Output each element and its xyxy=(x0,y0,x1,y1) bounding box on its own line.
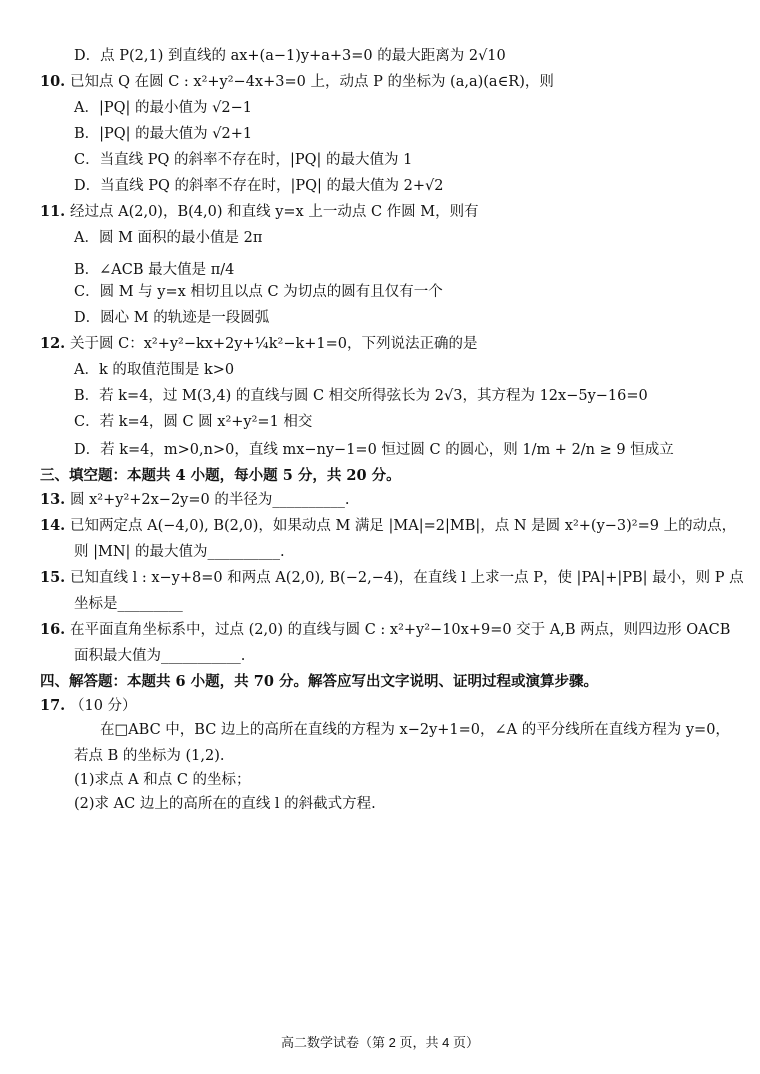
text-line xyxy=(74,440,674,460)
text-line xyxy=(74,594,183,614)
line-text: D．当直线 PQ 的斜率不存在时，|PQ| 的最大值为 2+√2 xyxy=(74,178,444,194)
section-heading xyxy=(40,672,598,692)
line-text: C．圆 M 与 y=x 相切且以点 C 为切点的圆有且仅有一个 xyxy=(74,284,443,300)
question-line xyxy=(40,490,349,510)
line-text: A．k 的取值范围是 k>0 xyxy=(74,362,235,378)
text-line xyxy=(74,360,234,380)
question-line xyxy=(40,568,744,588)
line-text: 在平面直角坐标系中，过点 (2,0) 的直线与圆 C : x²+y²−10x+9=0 交于 A,B 两点，则四边形 OACB xyxy=(70,622,731,638)
line-text: C．若 k=4，圆 C 圆 x²+y²=1 相交 xyxy=(74,414,313,430)
page-footer: 高二数学试卷（第 2 页，共 4 页） xyxy=(281,1035,479,1050)
question-number: 15. xyxy=(40,569,66,586)
line-text: D．圆心 M 的轨迹是一段圆弧 xyxy=(74,310,270,326)
question-number: 11. xyxy=(40,203,66,220)
line-text: 若点 B 的坐标为 (1,2). xyxy=(74,748,225,764)
text-line xyxy=(74,176,443,196)
question-number: 13. xyxy=(40,491,66,508)
text-line xyxy=(74,412,312,432)
text-line xyxy=(74,46,506,66)
line-text: C．当直线 PQ 的斜率不存在时，|PQ| 的最大值为 1 xyxy=(74,152,413,168)
text-line xyxy=(100,720,730,740)
text-line xyxy=(74,770,251,790)
line-text: D．点 P(2,1) 到直线的 ax+(a−1)y+a+3=0 的最大距离为 2√10 xyxy=(74,48,506,64)
line-text: A．|PQ| 的最小值为 √2−1 xyxy=(74,100,252,116)
text-line xyxy=(74,124,252,144)
text-line xyxy=(74,386,648,406)
line-text: B．∠ACB 最大值是 π/4 xyxy=(74,262,235,278)
text-line xyxy=(74,308,269,328)
question-line xyxy=(40,202,479,222)
question-number: 12. xyxy=(40,335,66,352)
line-text: 面积最大值为___________. xyxy=(74,648,246,664)
text-line xyxy=(74,282,443,302)
line-text: 三、填空题：本题共 4 小题，每小题 5 分，共 20 分。 xyxy=(40,467,401,484)
text-line xyxy=(74,260,234,280)
question-line xyxy=(40,72,554,92)
line-text: 经过点 A(2,0)，B(4,0) 和直线 y=x 上一动点 C 作圆 M，则有 xyxy=(70,204,479,220)
line-text: 已知点 Q 在圆 C : x²+y²−4x+3=0 上，动点 P 的坐标为 (a,a)(a∈R)，则 xyxy=(70,74,554,90)
question-number: 14. xyxy=(40,517,66,534)
text-line xyxy=(74,98,252,118)
question-line xyxy=(40,620,730,640)
text-line xyxy=(74,746,224,766)
line-text: （10 分） xyxy=(70,698,137,714)
line-text: (2)求 AC 边上的高所在的直线 l 的斜截式方程. xyxy=(74,796,376,812)
line-text: (1)求点 A 和点 C 的坐标； xyxy=(74,772,251,788)
question-number: 16. xyxy=(40,621,66,638)
line-text: 坐标是_________ xyxy=(74,596,183,612)
text-line xyxy=(74,150,412,170)
line-text: 则 |MN| 的最大值为__________. xyxy=(74,544,285,560)
text-line xyxy=(74,646,245,666)
line-text: 在□ABC 中，BC 边上的高所在直线的方程为 x−2y+1=0，∠A 的平分线所在直线方程为 y=0， xyxy=(100,722,730,738)
text-line xyxy=(74,794,376,814)
line-text: B．|PQ| 的最大值为 √2+1 xyxy=(74,126,253,142)
line-text: A．圆 M 面积的最小值是 2π xyxy=(74,230,263,246)
line-text: 圆 x²+y²+2x−2y=0 的半径为__________. xyxy=(70,492,350,508)
line-text: D．若 k=4，m>0,n>0，直线 mx−ny−1=0 恒过圆 C 的圆心，则 1/m + 2/n ≥ 9 恒成立 xyxy=(74,442,674,458)
question-number: 10. xyxy=(40,73,66,90)
question-line xyxy=(40,334,478,354)
line-text: 四、解答题：本题共 6 小题，共 70 分。解答应写出文字说明、证明过程或演算步骤。 xyxy=(40,673,598,690)
line-text: 已知直线 l : x−y+8=0 和两点 A(2,0), B(−2,−4)，在直线 l 上求一点 P，使 |PA|+|PB| 最小，则 P 点 xyxy=(70,570,744,586)
line-text: B．若 k=4，过 M(3,4) 的直线与圆 C 相交所得弦长为 2√3，其方程为 12x−5y−16=0 xyxy=(74,388,648,404)
line-text: 已知两定点 A(−4,0), B(2,0)，如果动点 M 满足 |MA|=2|MB|，点 N 是圆 x²+(y−3)²=9 上的动点， xyxy=(70,518,737,534)
line-text: 关于圆 C：x²+y²−kx+2y+¼k²−k+1=0，下列说法正确的是 xyxy=(70,336,478,352)
text-line xyxy=(74,542,285,562)
question-number: 17. xyxy=(40,697,66,714)
text-line xyxy=(74,228,262,248)
question-line xyxy=(40,696,137,716)
question-line xyxy=(40,516,736,536)
section-heading xyxy=(40,466,401,486)
